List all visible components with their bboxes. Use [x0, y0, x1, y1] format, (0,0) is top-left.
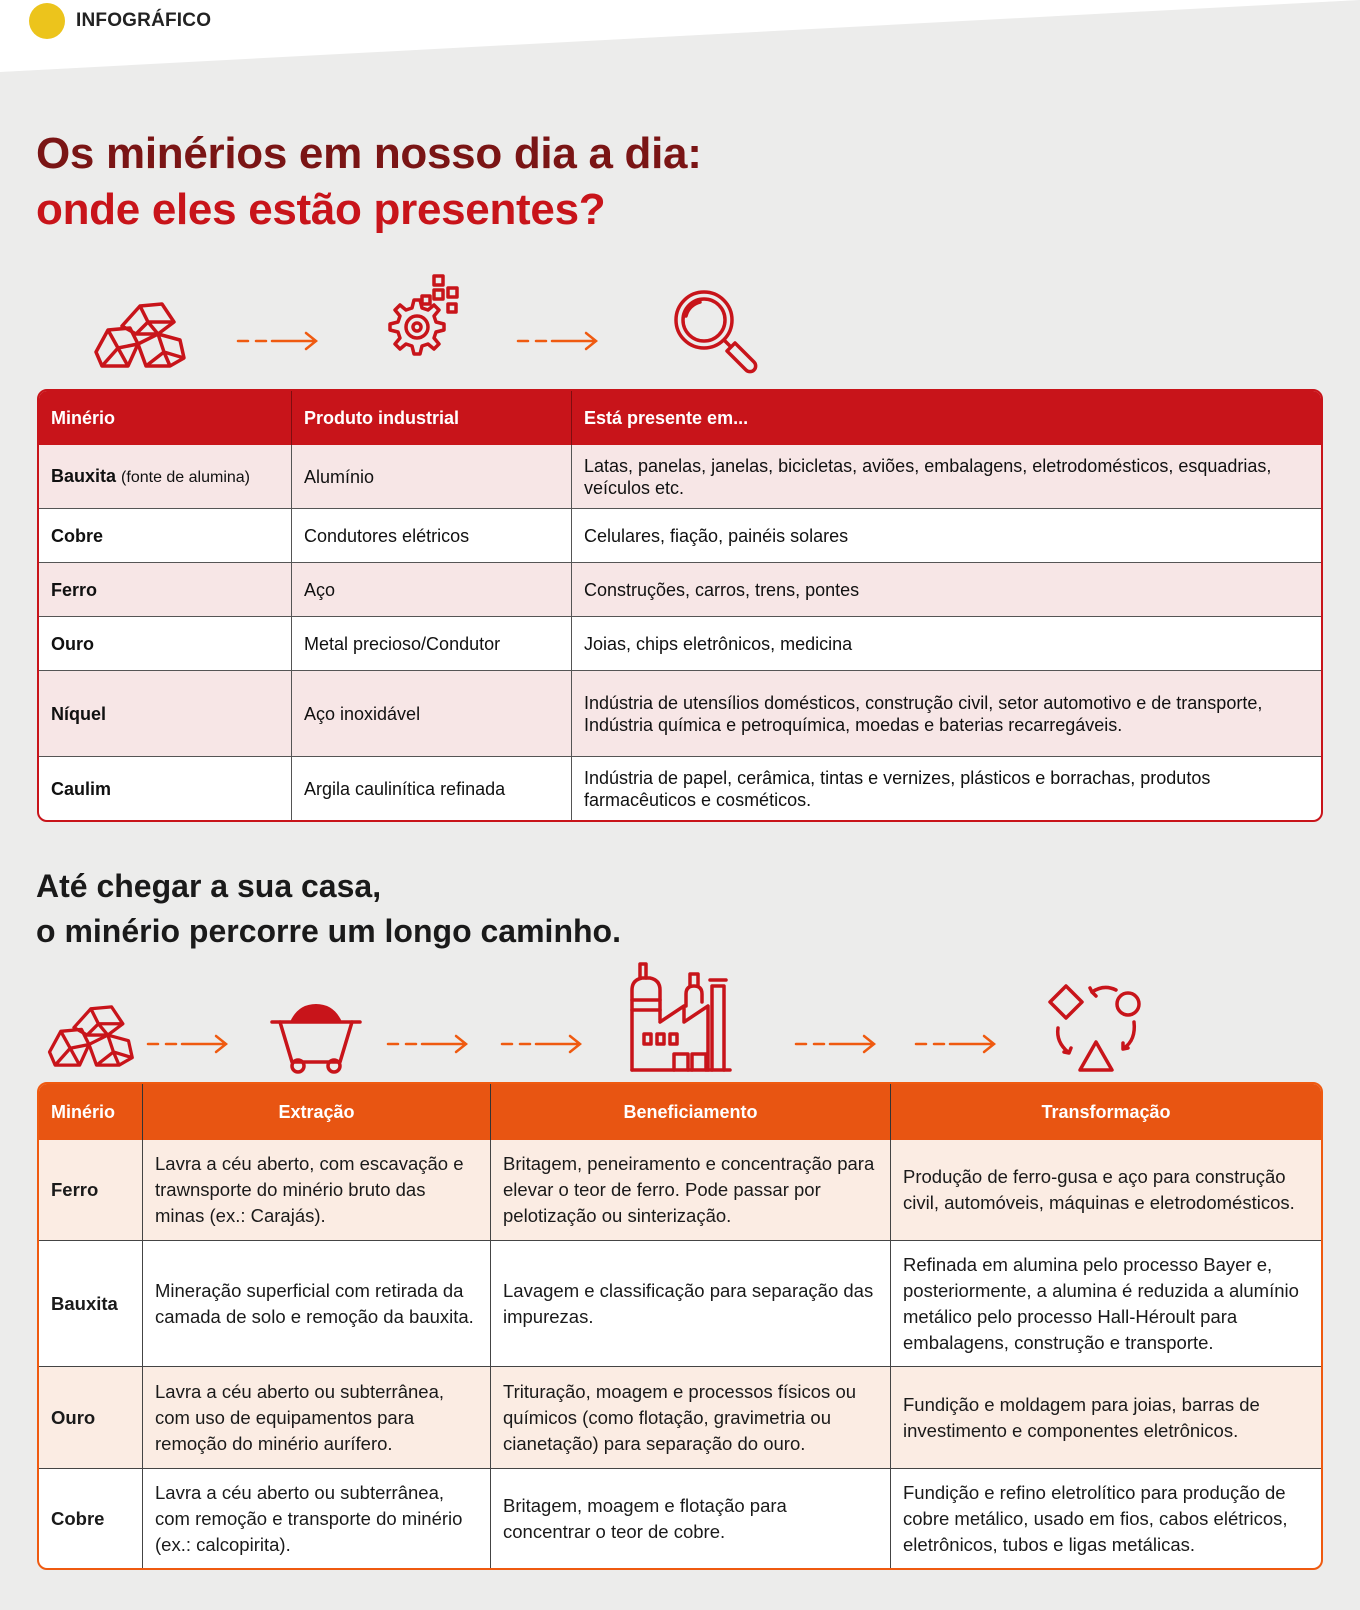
table-row — [39, 1366, 1321, 1468]
flow-arrow-icon — [914, 1034, 998, 1054]
processing-cell: Britagem, peneiramento e concentração para elevar o teor de ferro. Pode passar por pelotização ou sinterização. — [491, 1140, 891, 1240]
uses-cell: Joias, chips eletrônicos, medicina — [572, 616, 1321, 670]
minerals-products-table — [37, 389, 1323, 822]
title-line-1: Os minérios em nosso dia a dia: — [36, 129, 702, 178]
table-row — [39, 1240, 1321, 1366]
mineral-path-table — [37, 1082, 1323, 1570]
mineral-cell: Caulim — [39, 756, 292, 820]
uses-cell: Celulares, fiação, painéis solares — [572, 508, 1321, 562]
flow-arrow-icon — [386, 1034, 470, 1054]
ore-rocks-icon — [42, 1003, 136, 1069]
section-subtitle — [36, 864, 621, 954]
gear-blocks-icon — [376, 272, 468, 364]
header-uses: Está presente em... — [572, 391, 1321, 445]
mineral-cell: Ferro — [39, 1140, 143, 1240]
product-cell: Metal precioso/Condutor — [292, 616, 572, 670]
table-row — [39, 1468, 1321, 1568]
mineral-cell: Ouro — [39, 1366, 143, 1468]
extraction-cell: Mineração superficial com retirada da camada de solo e remoção da bauxita. — [143, 1240, 491, 1366]
table-row — [39, 756, 1321, 820]
mineral-cell: Ouro — [39, 616, 292, 670]
magnifier-icon — [670, 286, 760, 376]
mineral-name: Bauxita — [51, 465, 117, 486]
subtitle-line-2: o minério percorre um longo caminho. — [36, 913, 621, 949]
header-mineral: Minério — [39, 1084, 143, 1140]
processing-cell: Lavagem e classificação para separação das impurezas. — [491, 1240, 891, 1366]
product-cell: Condutores elétricos — [292, 508, 572, 562]
product-cell: Alumínio — [292, 445, 572, 508]
ore-rocks-icon — [88, 300, 188, 370]
table-row — [39, 670, 1321, 756]
header-transformation: Transformação — [891, 1084, 1321, 1140]
flow-arrow-icon — [236, 331, 320, 351]
uses-cell: Indústria de utensílios domésticos, construção civil, setor automotivo e de transporte, Indústria química e petroquímica, moedas e baterias recarregáveis. — [572, 670, 1321, 756]
extraction-cell: Lavra a céu aberto, com escavação e trawnsporte do minério bruto das minas (ex.: Carajás). — [143, 1140, 491, 1240]
product-cell: Aço — [292, 562, 572, 616]
header-extraction: Extração — [143, 1084, 491, 1140]
header-product: Produto industrial — [292, 391, 572, 445]
processing-cell: Britagem, moagem e flotação para concentrar o teor de cobre. — [491, 1468, 891, 1568]
mine-cart-icon — [268, 1000, 364, 1076]
extraction-cell: Lavra a céu aberto ou subterrânea, com remoção e transporte do minério (ex.: calcopirita). — [143, 1468, 491, 1568]
mineral-cell: Níquel — [39, 670, 292, 756]
uses-cell: Latas, panelas, janelas, bicicletas, aviões, embalagens, eletrodomésticos, esquadrias, veículos etc. — [572, 445, 1321, 508]
transformation-cell: Fundição e moldagem para joias, barras de investimento e componentes eletrônicos. — [891, 1366, 1321, 1468]
page-title — [36, 126, 702, 238]
mineral-cell: Cobre — [39, 508, 292, 562]
product-cell: Aço inoxidável — [292, 670, 572, 756]
table-row — [39, 562, 1321, 616]
factory-icon — [626, 960, 732, 1074]
header-mineral: Minério — [39, 391, 292, 445]
extraction-cell: Lavra a céu aberto ou subterrânea, com uso de equipamentos para remoção do minério aurífero. — [143, 1366, 491, 1468]
subtitle-line-1: Até chegar a sua casa, — [36, 868, 382, 904]
flow-arrow-icon — [516, 331, 600, 351]
mineral-cell: Ferro — [39, 562, 292, 616]
table-row — [39, 508, 1321, 562]
yellow-dot-icon — [29, 3, 65, 39]
mineral-cell — [39, 445, 292, 508]
uses-cell: Indústria de papel, cerâmica, tintas e vernizes, plásticos e borrachas, produtos farmacêuticos e cosméticos. — [572, 756, 1321, 820]
processing-cell: Trituração, moagem e processos físicos ou químicos (como flotação, gravimetria ou cianetação) para separação do ouro. — [491, 1366, 891, 1468]
transformation-cell: Produção de ferro-gusa e aço para construção civil, automóveis, máquinas e eletrodomésticos. — [891, 1140, 1321, 1240]
table-row — [39, 616, 1321, 670]
category-tag: INFOGRÁFICO — [76, 10, 212, 31]
uses-cell: Construções, carros, trens, pontes — [572, 562, 1321, 616]
transformation-cell: Refinada em alumina pelo processo Bayer e, posteriormente, a alumina é reduzida a alumínio metálico pelo processo Hall-Héroult para embalagens, construção e transporte. — [891, 1240, 1321, 1366]
mineral-note: (fonte de alumina) — [121, 468, 251, 486]
flow-arrow-icon — [500, 1034, 584, 1054]
header-processing: Beneficiamento — [491, 1084, 891, 1140]
recycle-shapes-icon — [1046, 982, 1146, 1074]
title-line-2: onde eles estão presentes? — [36, 185, 606, 234]
mineral-cell: Cobre — [39, 1468, 143, 1568]
table-row — [39, 1140, 1321, 1240]
flow-arrow-icon — [794, 1034, 878, 1054]
mineral-cell: Bauxita — [39, 1240, 143, 1366]
flow-arrow-icon — [146, 1034, 230, 1054]
product-cell: Argila caulinítica refinada — [292, 756, 572, 820]
transformation-cell: Fundição e refino eletrolítico para produção de cobre metálico, usado em fios, cabos elétricos, eletrônicos, tubos e ligas metálicas. — [891, 1468, 1321, 1568]
table-row — [39, 445, 1321, 508]
